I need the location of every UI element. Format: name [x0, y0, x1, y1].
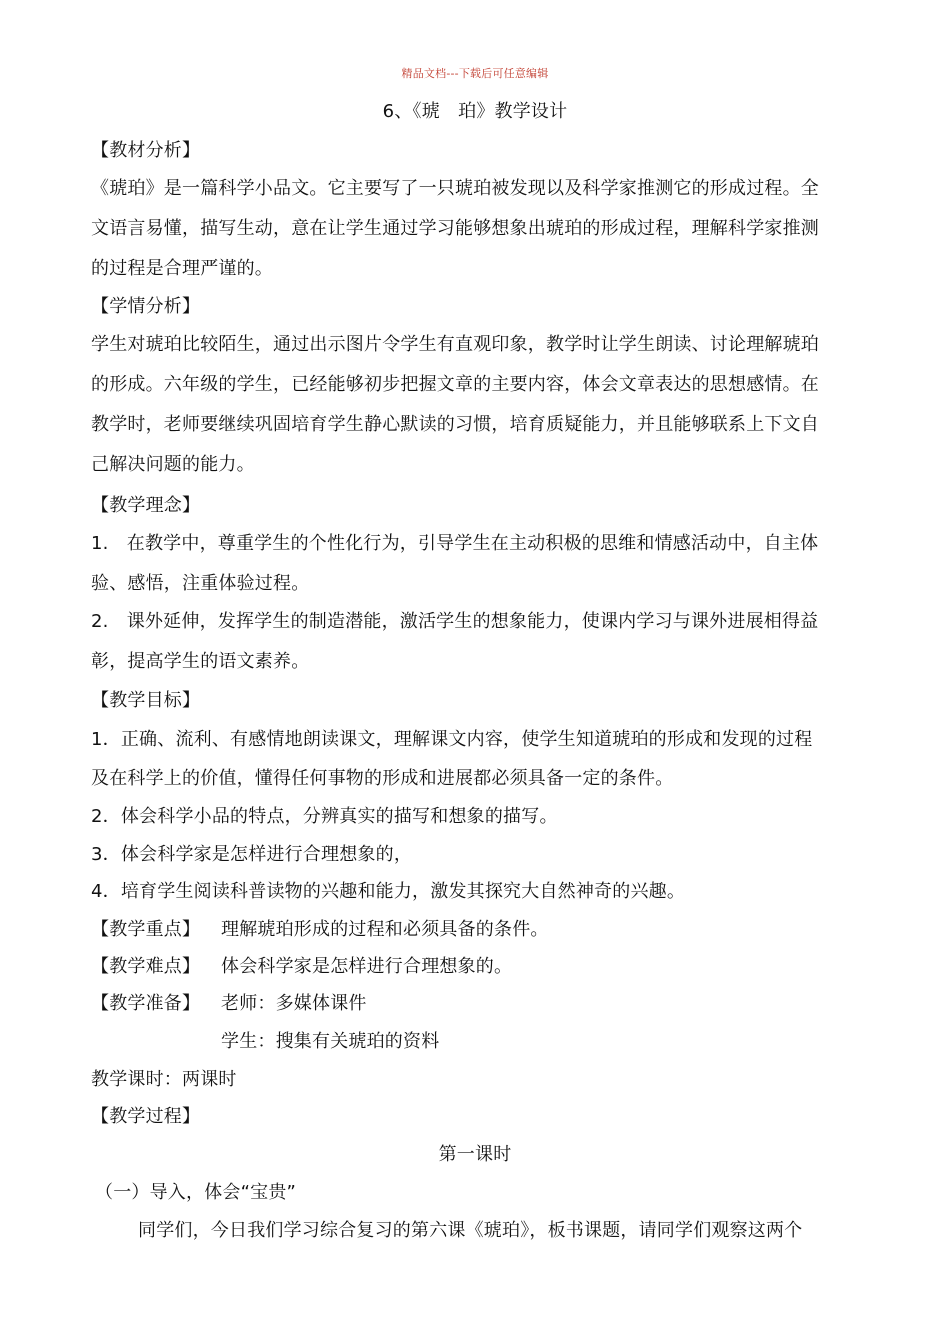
- list-item: 2．体会科学小品的特点，分辨真实的描写和想象的描写。: [91, 806, 558, 827]
- key-point-label: 【教学重点】: [91, 919, 201, 940]
- lesson-title: 第一课时: [438, 1144, 512, 1165]
- section-heading-material: 【教材分析】: [91, 140, 201, 161]
- paragraph-line: 教学时，老师要继续巩固培育学生静心默读的习惯，培育质疑能力，并且能够联系上下文自: [91, 414, 819, 435]
- list-item: 验、感悟，注重体验过程。: [91, 573, 310, 594]
- list-item: 1．正确、流利、有感情地朗读课文，理解课文内容，使学生知道琥珀的形成和发现的过程: [91, 729, 813, 750]
- list-item: 1. 在教学中，尊重学生的个性化行为，引导学生在主动积极的思维和情感活动中，自主体: [91, 533, 819, 554]
- paragraph-line: 《琥珀》是一篇科学小品文。它主要写了一只琥珀被发现以及科学家推测它的形成过程。全: [91, 178, 819, 199]
- paragraph-line: 同学们，今日我们学习综合复习的第六课《琥珀》，板书课题，请同学们观察这两个: [138, 1220, 803, 1241]
- preparation-row: [91, 992, 367, 1016]
- paragraph-line: 文语言易懂，描写生动，意在让学生通过学习能够想象出琥珀的形成过程，理解科学家推测: [91, 218, 819, 239]
- section-heading-process: 【教学过程】: [91, 1106, 201, 1127]
- key-point-text: 理解琥珀形成的过程和必须具备的条件。: [221, 919, 549, 940]
- section-heading-learner: 【学情分析】: [91, 296, 201, 317]
- section-heading-goals: 【教学目标】: [91, 690, 201, 711]
- difficulty-label: 【教学难点】: [91, 956, 201, 977]
- list-item: 4．培育学生阅读科普读物的兴趣和能力，激发其探究大自然神奇的兴趣。: [91, 881, 686, 902]
- part-heading: （一）导入，体会“宝贵”: [95, 1182, 297, 1203]
- paragraph-line: 学生对琥珀比较陌生，通过出示图片令学生有直观印象，教学时让学生朗读、讨论理解琥珀: [91, 334, 819, 355]
- preparation-student: 学生：搜集有关琥珀的资料: [221, 1031, 440, 1052]
- paragraph-line: 己解决问题的能力。: [91, 454, 255, 475]
- list-item: 彰，提高学生的语文素养。: [91, 651, 310, 672]
- list-item: 2. 课外延伸，发挥学生的制造潜能，激活学生的想象能力，使课内学习与课外进展相得益: [91, 611, 819, 632]
- paragraph-line: 的过程是合理严谨的。: [91, 258, 273, 279]
- difficulty-text: 体会科学家是怎样进行合理想象的。: [221, 956, 513, 977]
- document-title: 6、《琥 珀》教学设计: [382, 101, 568, 122]
- key-point-row: [91, 918, 549, 942]
- difficulty-row: [91, 955, 512, 979]
- list-item: 及在科学上的价值，懂得任何事物的形成和进展都必须具备一定的条件。: [91, 768, 674, 789]
- header-note: 精品文档---下载后可任意编辑: [401, 67, 549, 80]
- class-hours: 教学课时：两课时: [91, 1069, 237, 1090]
- preparation-teacher: 老师：多媒体课件: [221, 993, 367, 1014]
- section-heading-concept: 【教学理念】: [91, 495, 201, 516]
- preparation-label: 【教学准备】: [91, 993, 201, 1014]
- paragraph-line: 的形成。六年级的学生，已经能够初步把握文章的主要内容，体会文章表达的思想感情。在: [91, 374, 819, 395]
- list-item: 3．体会科学家是怎样进行合理想象的，: [91, 844, 413, 865]
